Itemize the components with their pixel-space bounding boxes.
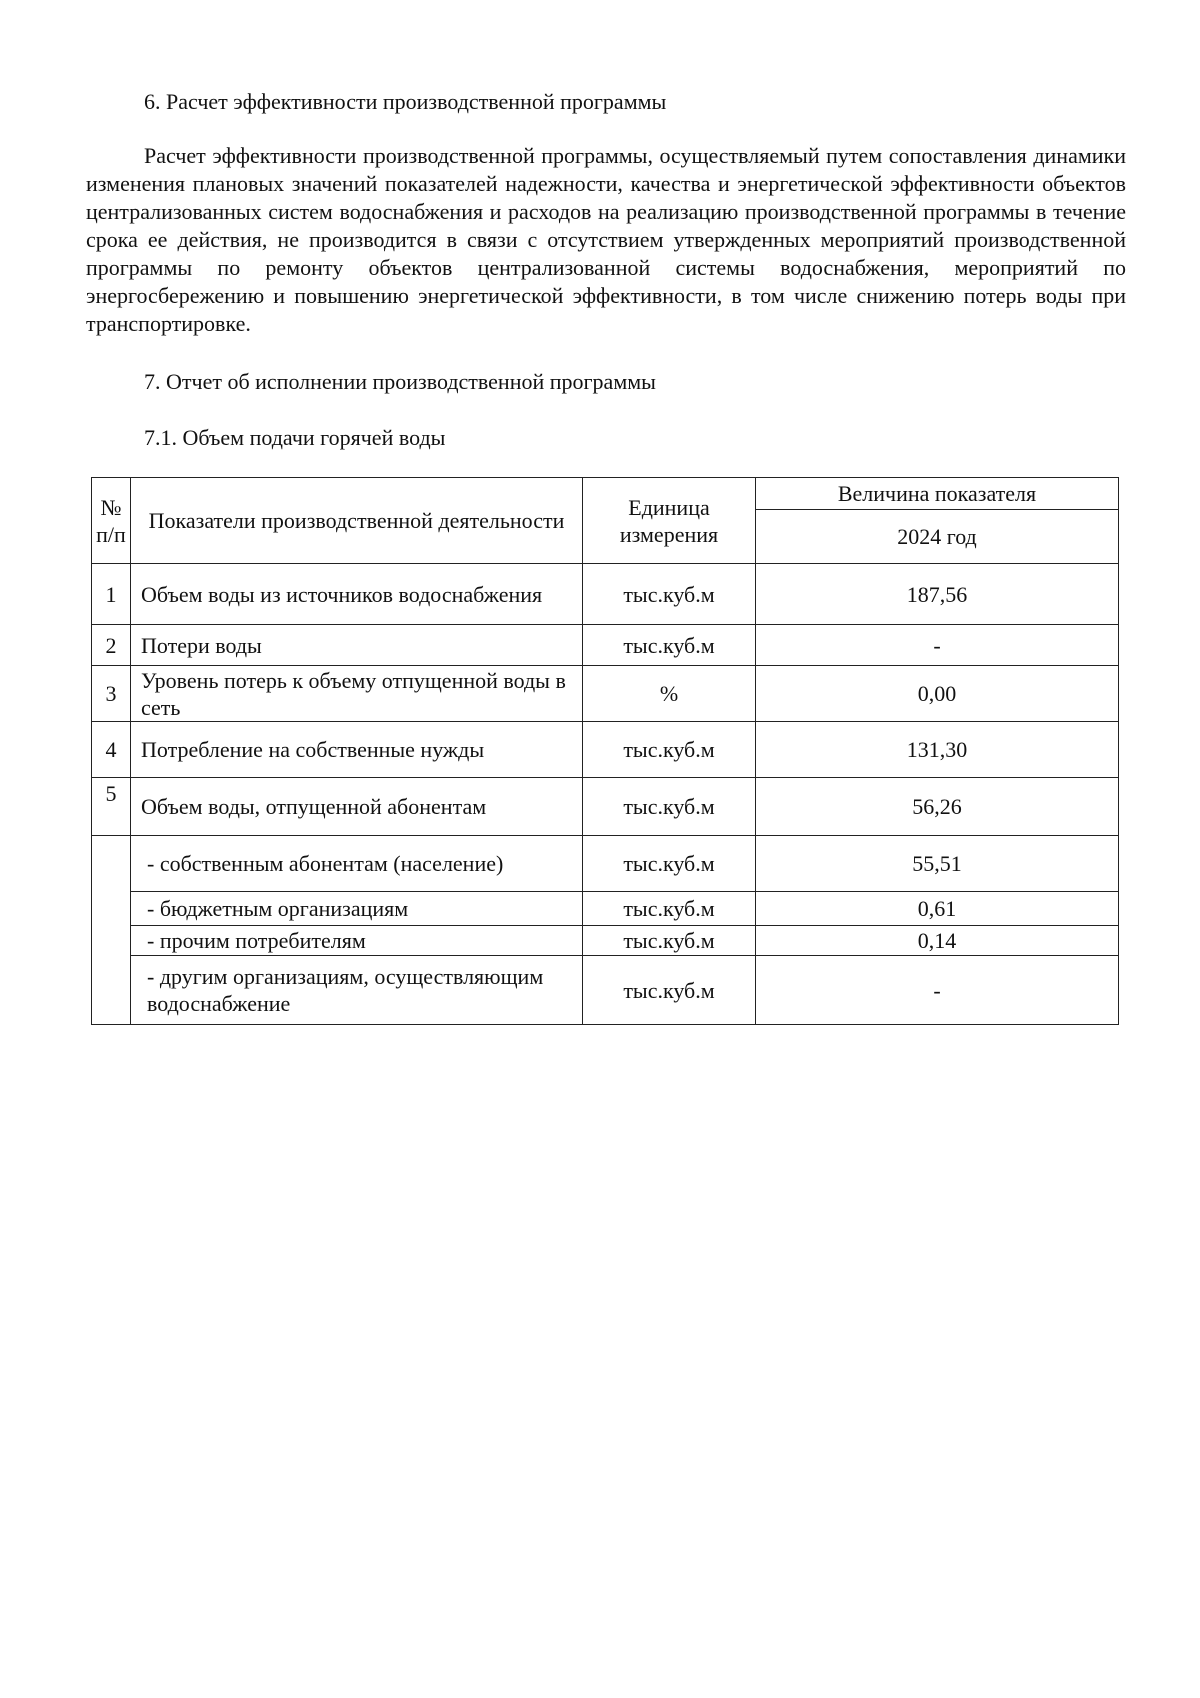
row-unit: тыс.куб.м — [583, 722, 756, 778]
row-num: 3 — [92, 666, 131, 722]
row-value: 131,30 — [756, 722, 1119, 778]
row-unit: % — [583, 666, 756, 722]
row-value: - — [756, 625, 1119, 666]
table-subrow — [92, 926, 1119, 956]
table-row — [92, 722, 1119, 778]
row-unit: тыс.куб.м — [583, 564, 756, 625]
section-7-heading: 7. Отчет об исполнении производственной программы — [144, 369, 656, 394]
row-num: 5 — [92, 778, 131, 836]
subrow-num-empty — [92, 836, 131, 1025]
row-unit: тыс.куб.м — [583, 625, 756, 666]
row-value: 0,00 — [756, 666, 1119, 722]
row-value: 56,26 — [756, 778, 1119, 836]
subrow-name: - собственным абонентам (население) — [131, 836, 583, 892]
row-name: Потери воды — [131, 625, 583, 666]
table-row — [92, 625, 1119, 666]
table-row — [92, 564, 1119, 625]
subrow-unit: тыс.куб.м — [583, 892, 756, 926]
section-6-heading: 6. Расчет эффективности производственной программы — [144, 89, 667, 114]
row-name: Потребление на собственные нужды — [131, 722, 583, 778]
section-6-paragraph: Расчет эффективности производственной программы, осуществляемый путем сопоставления динамики изменения плановых значений показателей надежности, качества и энергетической эффективности объектов централизованных систем водоснабжения и расходов на реализацию производственной программы в течение срока ее действия, не производится в связи с отсутствием утвержденных мероприятий производственной программы по ремонту объектов централизованной системы водоснабжения, мероприятий по энергосбережению и повышению энергетической эффективности, в том числе снижению потерь воды при транспортировке. — [86, 143, 1126, 336]
row-num: 2 — [92, 625, 131, 666]
table-subrow — [92, 836, 1119, 892]
subrow-unit: тыс.куб.м — [583, 956, 756, 1025]
subrow-name: - прочим потребителям — [131, 926, 583, 956]
row-unit: тыс.куб.м — [583, 778, 756, 836]
row-value: 187,56 — [756, 564, 1119, 625]
header-unit: Единица измерения — [583, 478, 756, 564]
subrow-name: - бюджетным организациям — [131, 892, 583, 926]
subrow-value: 0,14 — [756, 926, 1119, 956]
header-num: № п/п — [92, 478, 131, 564]
table-row — [92, 666, 1119, 722]
header-year: 2024 год — [756, 510, 1119, 564]
table-subrow — [92, 956, 1119, 1025]
table-row — [92, 778, 1119, 836]
table-header-row — [92, 478, 1119, 510]
table-subrow — [92, 892, 1119, 926]
row-name: Уровень потерь к объему отпущенной воды в сеть — [131, 666, 583, 722]
row-num: 1 — [92, 564, 131, 625]
subrow-name: - другим организациям, осуществляющим водоснабжение — [131, 956, 583, 1025]
subrow-value: - — [756, 956, 1119, 1025]
subrow-unit: тыс.куб.м — [583, 836, 756, 892]
row-name: Объем воды из источников водоснабжения — [131, 564, 583, 625]
header-value-group: Величина показателя — [756, 478, 1119, 510]
section-7-1-heading: 7.1. Объем подачи горячей воды — [144, 425, 446, 450]
header-name: Показатели производственной деятельности — [131, 478, 583, 564]
row-num: 4 — [92, 722, 131, 778]
row-name: Объем воды, отпущенной абонентам — [131, 778, 583, 836]
hot-water-supply-table — [91, 477, 1119, 1025]
subrow-unit: тыс.куб.м — [583, 926, 756, 956]
subrow-value: 55,51 — [756, 836, 1119, 892]
subrow-value: 0,61 — [756, 892, 1119, 926]
